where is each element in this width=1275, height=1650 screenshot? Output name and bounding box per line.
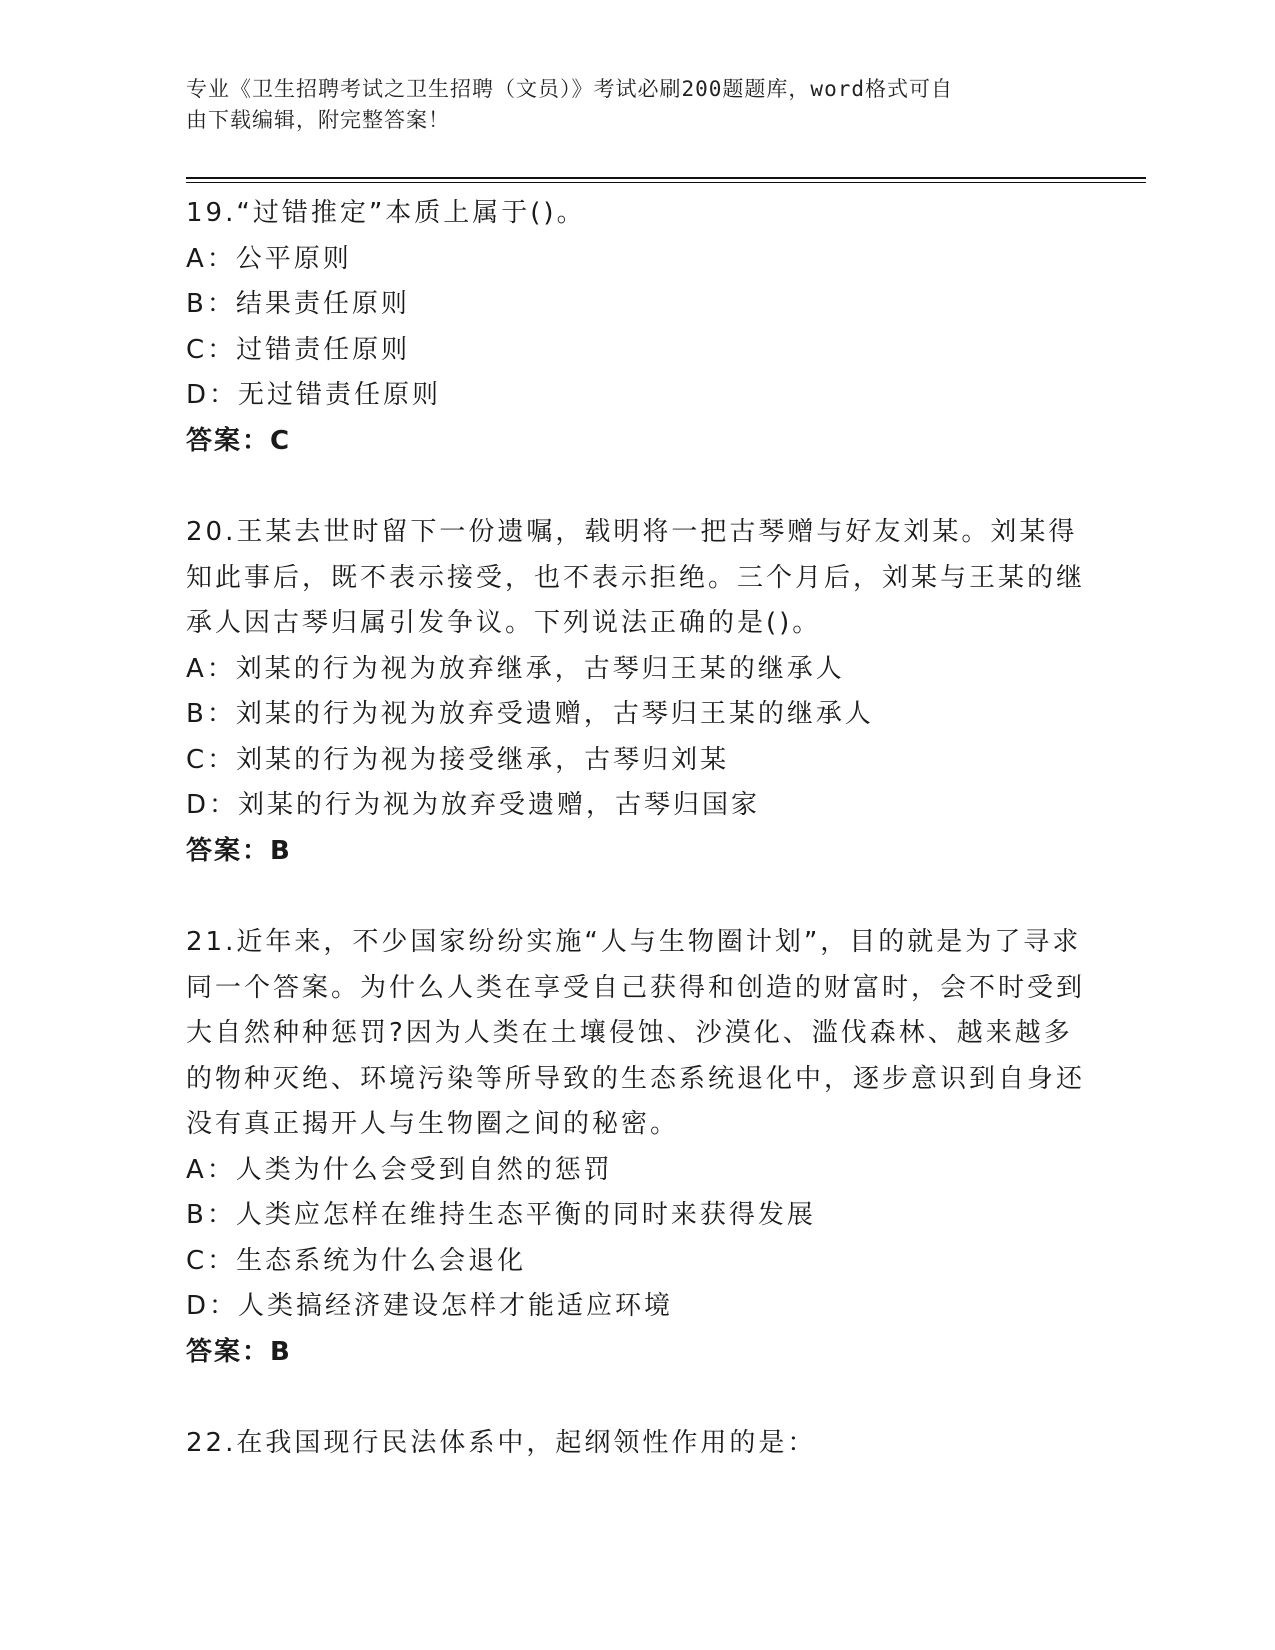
answer: 答案：B — [186, 1336, 292, 1367]
question-text: 21.近年来，不少国家纷纷实施“人与生物圈计划”，目的就是为了寻求同一个答案。为什么人类在享受自己获得和创造的财富时，会不时受到大自然种种惩罚?因为人类在土壤侵蚀、沙漠化、滥伐森林、越来越多的物种灭绝、环境污染等所导致的生态系统退化中，逐步意识到自身还没有真正揭开人与生物圈之间的秘密。 — [186, 927, 1086, 1139]
answer: 答案：C — [186, 425, 292, 456]
question-text: 20.王某去世时留下一份遗嘱，载明将一把古琴赠与好友刘某。刘某得知此事后，既不表示接受，也不表示拒绝。三个月后，刘某与王某的继承人因古琴归属引发争议。下列说法正确的是()。 — [186, 517, 1086, 638]
answer: 答案：B — [186, 835, 292, 866]
header-line-2: 由下载编辑，附完整答案！ — [186, 108, 450, 132]
question-text: 19.“过错推定”本质上属于()。 — [186, 198, 586, 228]
option-a: A：刘某的行为视为放弃继承，古琴归王某的继承人 — [186, 653, 845, 684]
option-b: B：结果责任原则 — [186, 289, 410, 319]
document-header — [186, 74, 1086, 136]
option-a: A：人类为什么会受到自然的惩罚 — [186, 1154, 613, 1185]
option-d: D：刘某的行为视为放弃受遗赠，古琴归国家 — [186, 790, 761, 820]
option-d: D：无过错责任原则 — [186, 380, 442, 410]
option-a: A：公平原则 — [186, 243, 352, 274]
option-c: C：刘某的行为视为接受继承，古琴归刘某 — [186, 744, 730, 775]
option-d: D：人类搞经济建设怎样才能适应环境 — [186, 1291, 674, 1321]
question-19 — [186, 191, 1086, 464]
question-20 — [186, 510, 1086, 874]
question-list — [186, 191, 1086, 1467]
header-line-1: 专业《卫生招聘考试之卫生招聘（文员）》考试必刷200题题库，word格式可自 — [186, 77, 953, 101]
question-text: 22.在我国现行民法体系中，起纲领性作用的是： — [186, 1428, 817, 1458]
question-21 — [186, 920, 1086, 1375]
question-22 — [186, 1421, 1086, 1467]
option-b: B：刘某的行为视为放弃受遗赠，古琴归王某的继承人 — [186, 699, 874, 729]
header-divider-thick — [186, 177, 1146, 179]
header-divider-thin — [186, 182, 1146, 183]
option-c: C：过错责任原则 — [186, 334, 411, 365]
option-b: B：人类应怎样在维持生态平衡的同时来获得发展 — [186, 1200, 816, 1230]
option-c: C：生态系统为什么会退化 — [186, 1245, 527, 1276]
